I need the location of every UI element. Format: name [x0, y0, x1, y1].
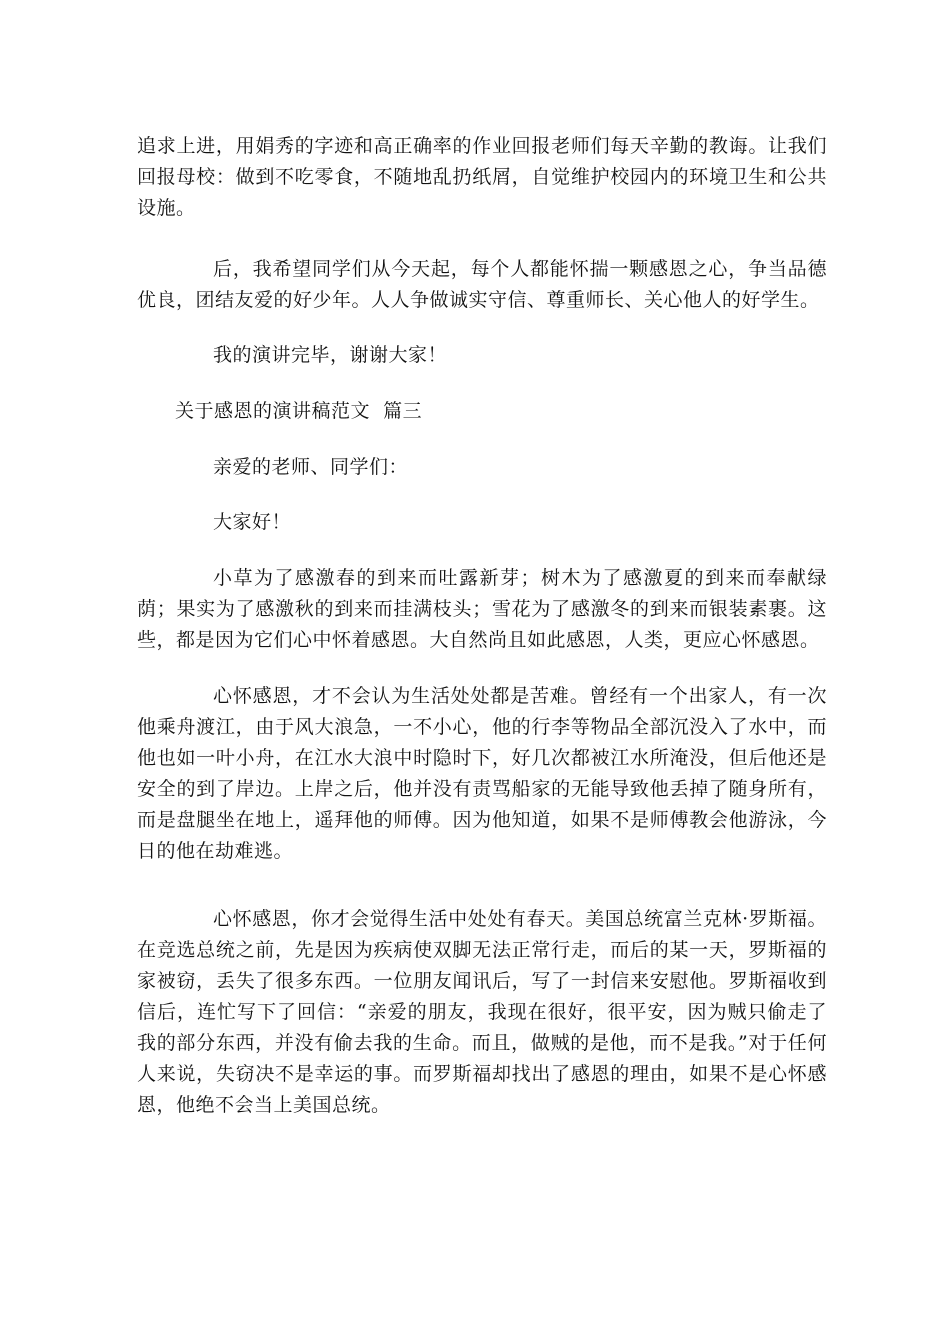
paragraph-nature-gratitude: 小草为了感激春的到来而吐露新芽；树木为了感激夏的到来而奉献绿荫；果实为了感激秋的到来而挂满枝头；雪花为了感激冬的到来而银装素裹。这些，都是因为它们心中怀着感恩。大自然尚且如此感恩，人类，更应心怀感恩。: [137, 567, 827, 651]
paragraph-greeting: 大家好！: [213, 511, 292, 533]
paragraph-speech-end: 我的演讲完毕，谢谢大家！: [213, 344, 448, 366]
paragraph-closing-wish: 后，我希望同学们从今天起，每个人都能怀揣一颗感恩之心，争当品德优良，团结友爱的好少年。人人争做诚实守信、尊重师长、关心他人的好学生。: [137, 258, 827, 311]
paragraph-roosevelt-story: 心怀感恩，你才会觉得生活中处处有春天。美国总统富兰克林·罗斯福。在竞选总统之前，先是因为疾病使双脚无法正常行走，而后的某一天，罗斯福的家被窃，丢失了很多东西。一位朋友闻讯后，写了一封信来安慰他。罗斯福收到信后，连忙写下了回信：“亲爱的朋友，我现在很好，很平安，因为贼只偷走了我的部分东西，并没有偷去我的生命。而且，做贼的是他，而不是我。”对于任何人来说，失窃决不是幸运的事。而罗斯福却找出了感恩的理由，如果不是心怀感恩，他绝不会当上美国总统。: [137, 908, 827, 1116]
paragraph-continuation: 追求上进，用娟秀的字迹和高正确率的作业回报老师们每天辛勤的教诲。让我们回报母校：做到不吃零食，不随地乱扔纸屑，自觉维护校园内的环境卫生和公共设施。: [137, 135, 827, 219]
paragraph-monk-story: 心怀感恩，才不会认为生活处处都是苦难。曾经有一个出家人，有一次他乘舟渡江，由于风大浪急，一不小心，他的行李等物品全部沉没入了水中，而他也如一叶小舟，在江水大浪中时隐时下，好几次都被江水所淹没，但后他还是安全的到了岸边。上岸之后，他并没有责骂船家的无能导致他丢掉了随身所有，而是盘腿坐在地上，遥拜他的师傅。因为他知道，如果不是师傅教会他游泳，今日的他在劫难逃。: [137, 685, 827, 862]
section-heading: 关于感恩的演讲稿范文 篇三: [175, 400, 423, 422]
paragraph-salutation: 亲爱的老师、同学们：: [213, 456, 409, 478]
